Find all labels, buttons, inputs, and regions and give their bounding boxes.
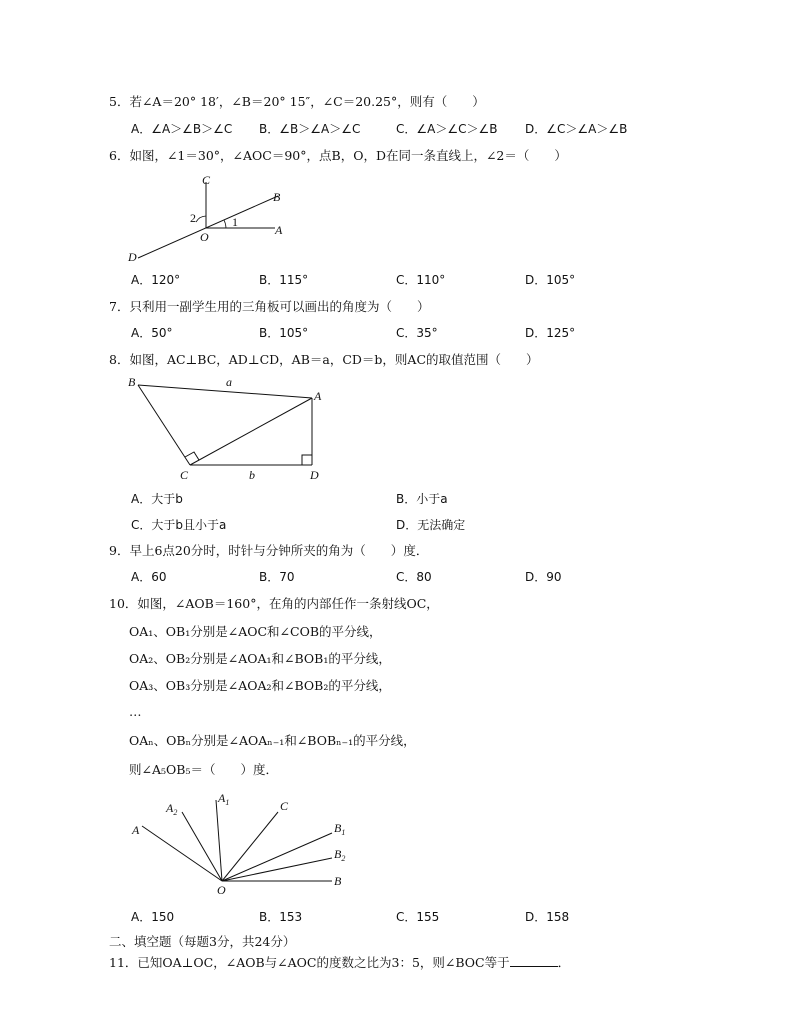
right-angle-c bbox=[185, 452, 199, 460]
segment-ac bbox=[190, 398, 312, 465]
q10-option-d: D．158 bbox=[525, 910, 570, 924]
label-d: D bbox=[128, 250, 137, 264]
q6-option-d: D．105° bbox=[525, 273, 576, 287]
q6-option-b: B．115° bbox=[259, 273, 309, 287]
q11-text: 11．已知OA⊥OC，∠AOB与∠AOC的度数之比为3：5，则∠BOC等于 bbox=[109, 955, 510, 970]
angle-2-arc bbox=[196, 216, 206, 222]
ray-ob1 bbox=[222, 833, 332, 881]
q5-option-c: C．∠A＞∠C＞∠B bbox=[396, 122, 498, 136]
q9-option-a: A．60 bbox=[131, 570, 167, 584]
q5-option-a: A．∠A＞∠B＞∠C bbox=[131, 122, 233, 136]
q10-line-6: 则∠A₅OB₅＝（ ）度． bbox=[129, 762, 278, 777]
label-a1: $A_1$ bbox=[218, 791, 230, 807]
q8-option-c: C．大于b且小于a bbox=[131, 518, 227, 532]
label-b: B bbox=[128, 375, 136, 389]
q10-option-c: C．155 bbox=[396, 910, 440, 924]
label-b1: $B_1$ bbox=[334, 821, 346, 837]
q7-option-a: A．50° bbox=[131, 326, 173, 340]
label-a: A bbox=[314, 389, 322, 403]
q10-option-a: A．150 bbox=[131, 910, 175, 924]
segment-bc bbox=[138, 385, 190, 465]
label-b: B bbox=[334, 874, 342, 888]
q8-stem: 8．如图，AC⊥BC，AD⊥CD，AB＝a，CD＝b，则AC的取值范围（ ） bbox=[109, 352, 539, 367]
line-bd bbox=[138, 196, 278, 258]
q10-line-1: OA₁、OB₁分别是∠AOC和∠COB的平分线， bbox=[129, 624, 382, 639]
ray-oa bbox=[142, 826, 222, 881]
q11-end: ． bbox=[557, 955, 571, 970]
segment-ab bbox=[138, 385, 312, 398]
label-side-a: a bbox=[226, 375, 232, 389]
label-o: O bbox=[217, 883, 226, 897]
q7-option-c: C．35° bbox=[396, 326, 438, 340]
q5-option-d: D．∠C＞∠A＞∠B bbox=[525, 122, 628, 136]
label-b2: $B_2$ bbox=[334, 847, 346, 863]
label-o: O bbox=[200, 230, 209, 244]
label-d: D bbox=[310, 468, 319, 482]
q9-option-b: B．70 bbox=[259, 570, 295, 584]
q6-option-a: A．120° bbox=[131, 273, 181, 287]
q5-option-b: B．∠B＞∠A＞∠C bbox=[259, 122, 361, 136]
q7-stem: 7．只利用一副学生用的三角板可以画出的角度为（ ） bbox=[109, 299, 430, 314]
q6-stem: 6．如图，∠1＝30°，∠AOC＝90°，点B，O，D在同一条直线上，∠2＝（ ） bbox=[109, 148, 567, 163]
q10-line-5: OAₙ、OBₙ分别是∠AOAₙ₋₁和∠BOBₙ₋₁的平分线， bbox=[129, 733, 416, 748]
label-c: C bbox=[202, 173, 211, 187]
section-heading: 二、填空题（每题3分，共24分） bbox=[109, 934, 296, 949]
q11-stem bbox=[109, 954, 570, 971]
label-a: A bbox=[275, 223, 283, 237]
q8-option-a: A．大于b bbox=[131, 492, 183, 506]
q10-stem: 10．如图，∠AOB＝160°，在角的内部任作一条射线OC， bbox=[109, 596, 439, 611]
ray-oa2 bbox=[182, 812, 222, 881]
label-c: C bbox=[280, 799, 289, 813]
q6-figure bbox=[120, 170, 300, 266]
label-c: C bbox=[180, 468, 189, 482]
q10-figure bbox=[126, 788, 356, 900]
q8-figure bbox=[122, 372, 332, 484]
q9-option-c: C．80 bbox=[396, 570, 432, 584]
q11-answer-blank[interactable] bbox=[510, 954, 558, 967]
label-angle-1: 1 bbox=[232, 215, 238, 229]
label-angle-2: 2 bbox=[190, 211, 196, 225]
q6-option-c: C．110° bbox=[396, 273, 446, 287]
label-b: B bbox=[273, 190, 281, 204]
q10-option-b: B．153 bbox=[259, 910, 303, 924]
q5-stem: 5．若∠A＝20° 18′，∠B＝20° 15″，∠C＝20.25°，则有（ ） bbox=[109, 94, 485, 109]
q10-line-2: OA₂、OB₂分别是∠AOA₁和∠BOB₁的平分线， bbox=[129, 651, 391, 666]
right-angle-d bbox=[302, 455, 312, 465]
q8-option-b: B．小于a bbox=[396, 492, 448, 506]
q9-stem: 9．早上6点20分时，时针与分钟所夹的角为（ ）度． bbox=[109, 543, 429, 558]
angle-1-arc bbox=[224, 220, 226, 228]
label-a2: $A_2$ bbox=[166, 801, 178, 817]
label-a: A bbox=[132, 823, 140, 837]
q10-line-4: … bbox=[129, 704, 142, 719]
q7-option-b: B．105° bbox=[259, 326, 309, 340]
q7-option-d: D．125° bbox=[525, 326, 576, 340]
q9-option-d: D．90 bbox=[525, 570, 562, 584]
label-side-b: b bbox=[249, 468, 255, 482]
q8-option-d: D．无法确定 bbox=[396, 518, 466, 532]
ray-oa1 bbox=[216, 800, 222, 881]
q10-line-3: OA₃、OB₃分别是∠AOA₂和∠BOB₂的平分线， bbox=[129, 678, 391, 693]
